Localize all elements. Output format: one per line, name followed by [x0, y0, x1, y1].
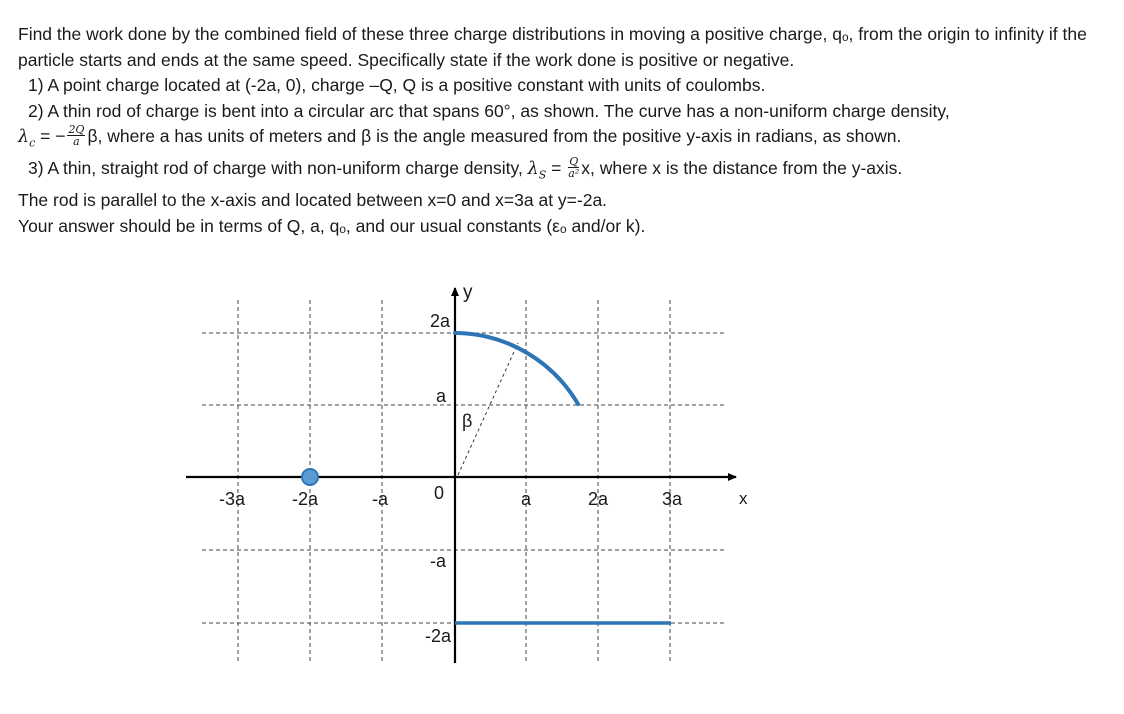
- arc-frac-den: a: [73, 134, 80, 148]
- y-tick-neg2: -2a: [424, 626, 451, 646]
- y-tick-2: 2a: [429, 311, 450, 331]
- y-axis-label: y: [463, 282, 473, 303]
- rod-frac-den: a²: [568, 166, 580, 180]
- rod-equals: =: [546, 158, 567, 178]
- item-arc-line1: 2) A thin rod of charge is bent into a circular arc that spans 60°, as shown. The curve has a non-uniform charge density,: [28, 100, 950, 121]
- x-tick-neg1: -a: [371, 489, 389, 509]
- x-tick-neg2: -2a: [291, 489, 319, 509]
- arc-equals: = −: [35, 126, 66, 146]
- rod-desc-a: 3) A thin, straight rod of charge with non-uniform charge density,: [28, 158, 528, 178]
- x-tick-neg3: -3a: [218, 489, 246, 509]
- rod-frac-num: Q: [569, 154, 579, 168]
- rod-location-line: The rod is parallel to the x-axis and located between x=0 and x=3a at y=-2a.: [18, 190, 608, 210]
- x-tick-2: 2a: [587, 489, 609, 509]
- x-tick-3: 3a: [661, 489, 683, 509]
- beta-label: β: [462, 411, 473, 431]
- lambda-s-sub: S: [538, 168, 547, 182]
- y-tick-1: a: [435, 386, 446, 406]
- beta-reference-line: [458, 343, 518, 475]
- x-tick-1: a: [520, 489, 532, 509]
- item-point-charge: 1) A point charge located at (-2a, 0), charge –Q, Q is a positive constant with units of coulombs.: [28, 75, 766, 95]
- y-tick-labels: [425, 311, 452, 646]
- intro-paragraph: Find the work done by the combined field of these three charge distributions in moving a positive charge, qₒ, from the origin to infinity if the particle starts and ends at the same speed. Specifically state if the work done is positive or negative.: [18, 24, 1087, 70]
- rod-desc-b: x, where x is the distance from the y-axis.: [581, 158, 903, 178]
- arc-density-rest: β, where a has units of meters and β is the angle measured from the positive y-axis in radians, as shown.: [87, 126, 902, 146]
- answer-instructions: Your answer should be in terms of Q, a, qₒ, and our usual constants (εₒ and/or k).: [18, 215, 646, 236]
- lambda-s-symbol: λ: [527, 159, 539, 179]
- x-tick-labels: [219, 489, 683, 509]
- charged-arc: [455, 333, 578, 404]
- lambda-c-symbol: λ: [18, 127, 30, 147]
- point-charge: [302, 469, 318, 485]
- origin-label: 0: [434, 483, 445, 503]
- arc-frac-num: 2Q: [68, 122, 85, 136]
- x-axis-label: x: [739, 489, 748, 508]
- y-tick-neg1: -a: [429, 551, 446, 571]
- lambda-c-sub: c: [29, 136, 36, 150]
